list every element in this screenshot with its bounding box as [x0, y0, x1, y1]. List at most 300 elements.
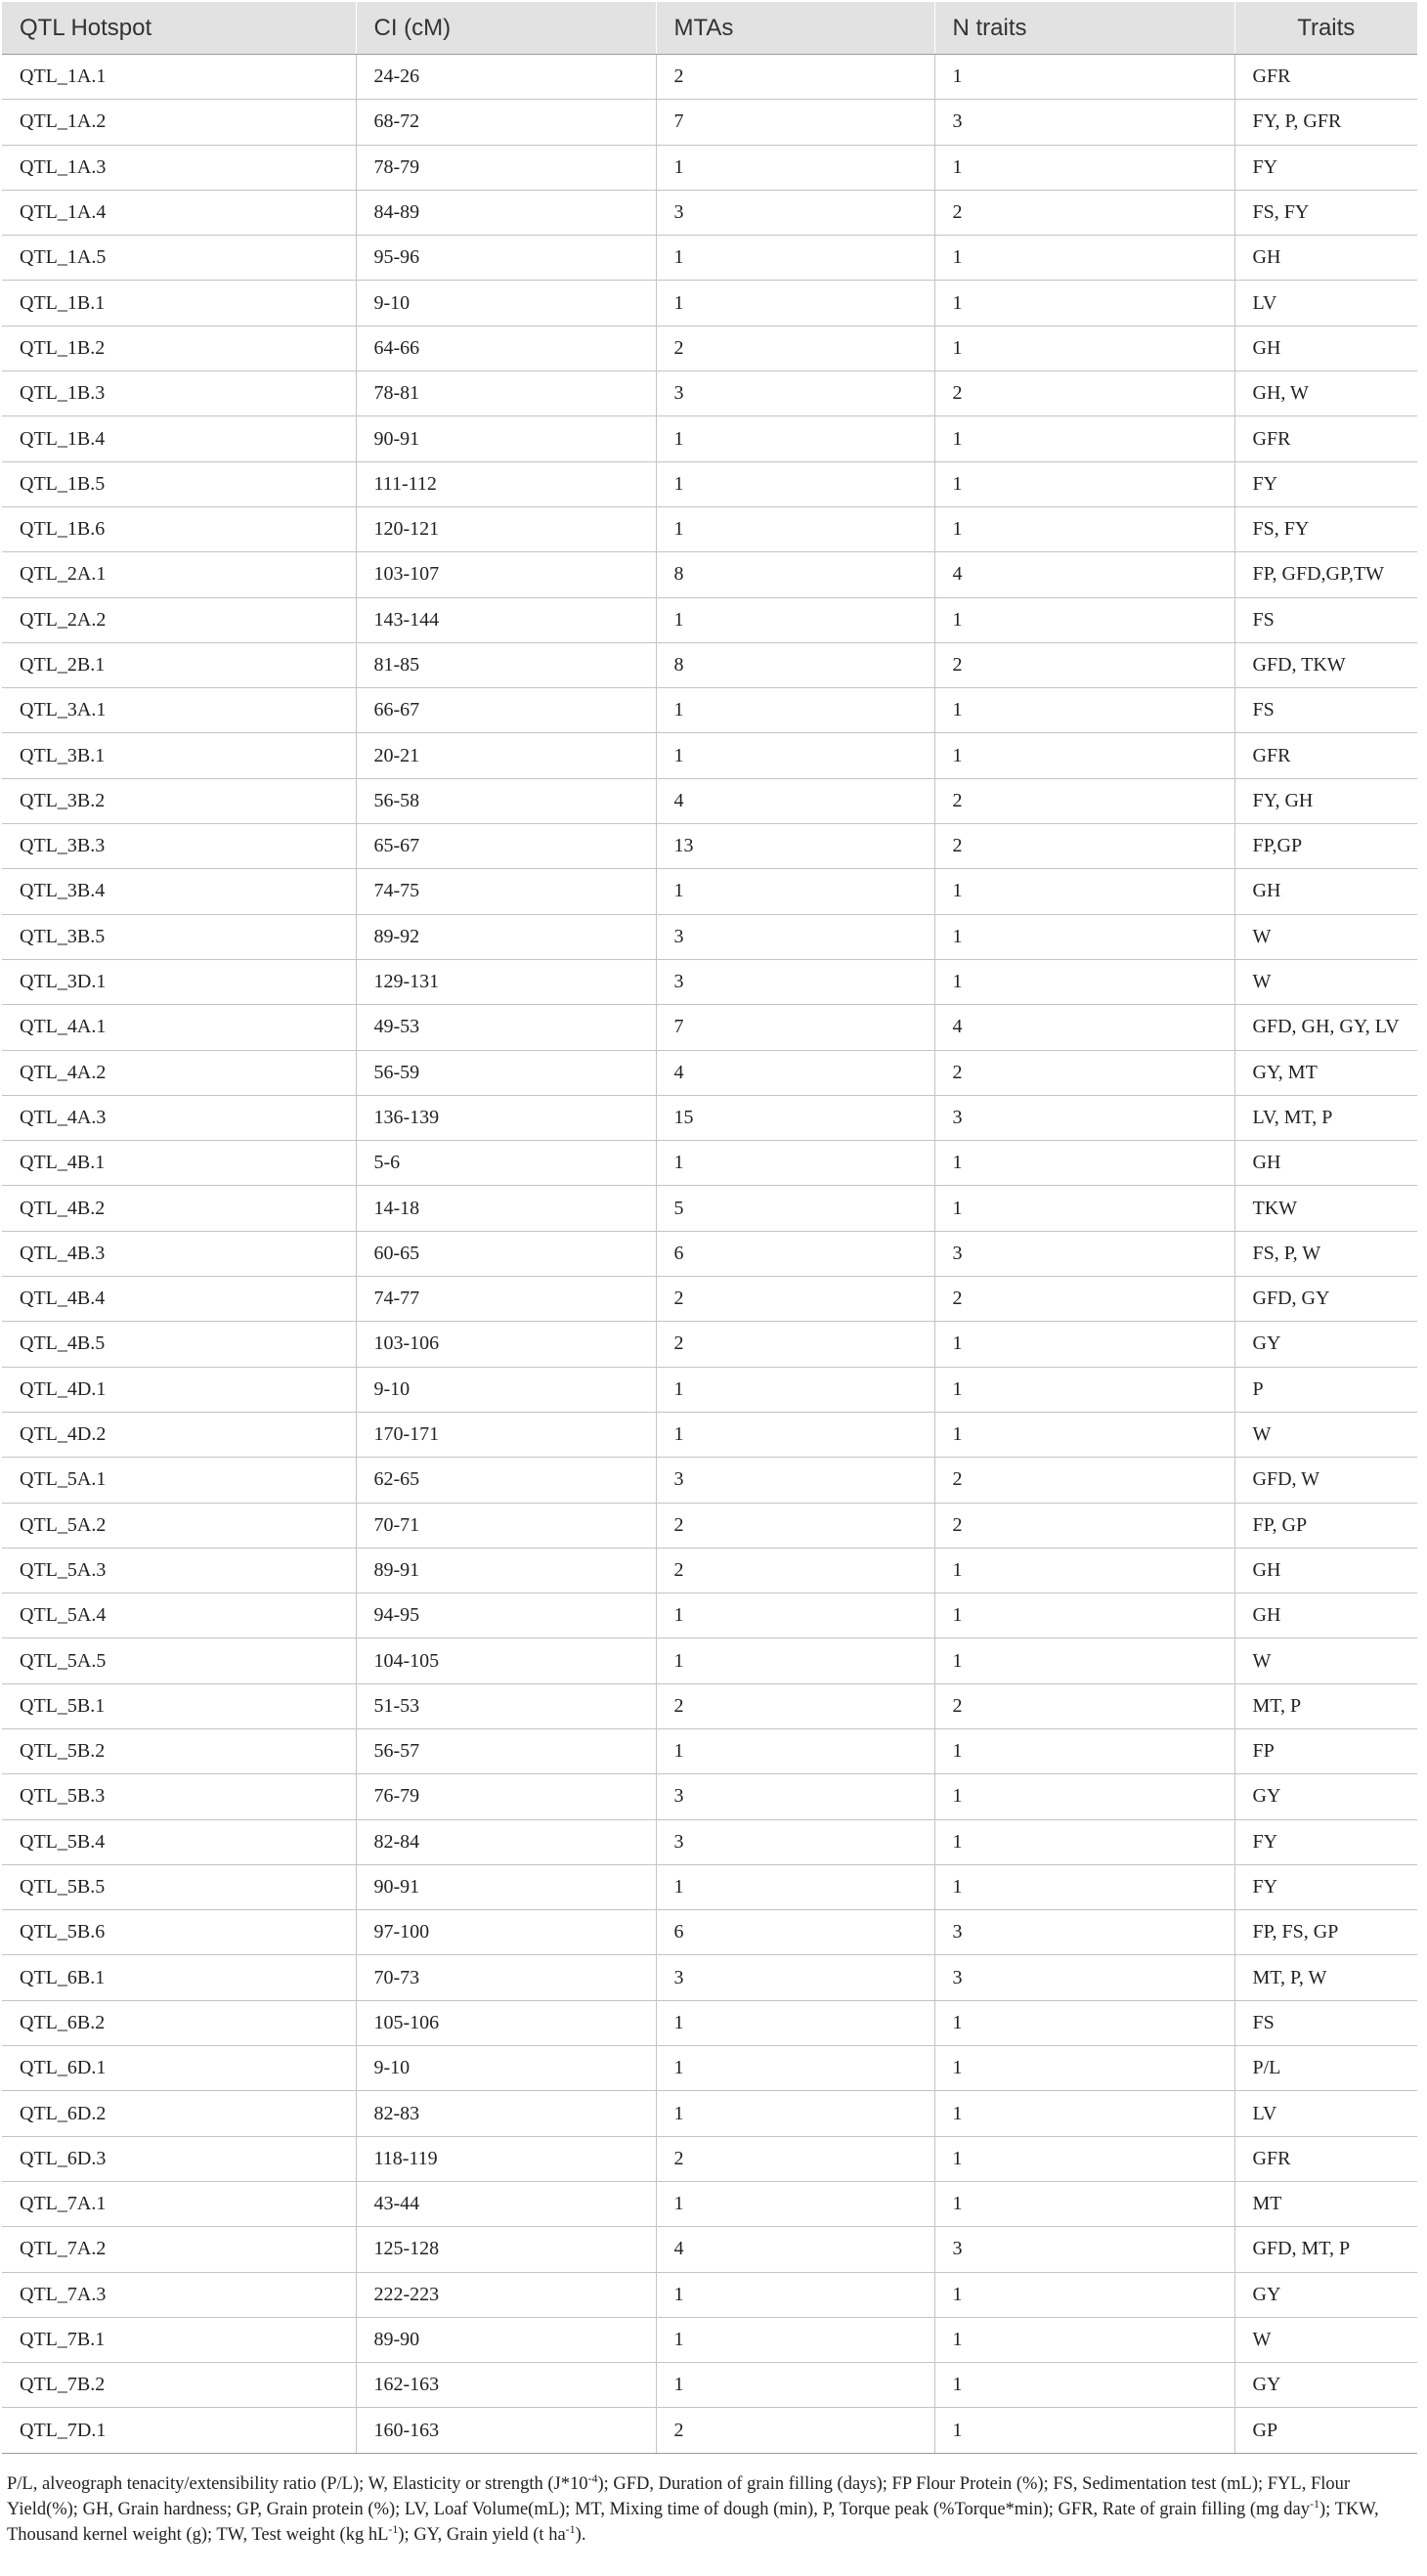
n-traits-cell: 2	[934, 1050, 1234, 1095]
n-traits-cell: 1	[934, 1186, 1234, 1231]
qtl-hotspot-cell: QTL_6B.2	[2, 2000, 356, 2045]
table-row	[2, 2000, 1417, 2045]
table-row	[2, 2136, 1417, 2181]
n-traits-cell: 1	[934, 733, 1234, 778]
footnote-text-5: ).	[575, 2525, 586, 2545]
n-traits-cell: 1	[934, 2136, 1234, 2181]
table-row	[2, 688, 1417, 733]
n-traits-cell: 4	[934, 552, 1234, 597]
footnote-superscript-4: -1	[565, 2521, 576, 2536]
qtl-hotspot-cell: QTL_5B.2	[2, 1728, 356, 1773]
table-row	[2, 1458, 1417, 1503]
table-row	[2, 1774, 1417, 1819]
mtas-cell: 13	[656, 824, 934, 869]
ci-cell: 90-91	[356, 416, 656, 461]
traits-cell: GFD, MT, P	[1234, 2227, 1417, 2272]
table-row	[2, 959, 1417, 1004]
qtl-hotspot-cell: QTL_7A.2	[2, 2227, 356, 2272]
ci-cell: 49-53	[356, 1005, 656, 1050]
table-row	[2, 1819, 1417, 1864]
table-row	[2, 1005, 1417, 1050]
n-traits-cell: 1	[934, 1141, 1234, 1186]
ci-cell: 14-18	[356, 1186, 656, 1231]
mtas-cell: 6	[656, 1231, 934, 1276]
traits-cell: P/L	[1234, 2046, 1417, 2091]
traits-cell: GP	[1234, 2408, 1417, 2453]
table-row	[2, 1141, 1417, 1186]
table-row	[2, 326, 1417, 371]
ci-cell: 81-85	[356, 642, 656, 687]
qtl-hotspot-cell: QTL_5A.4	[2, 1594, 356, 1638]
n-traits-cell: 1	[934, 236, 1234, 281]
ci-cell: 125-128	[356, 2227, 656, 2272]
mtas-cell: 2	[656, 1683, 934, 1728]
n-traits-cell: 1	[934, 869, 1234, 914]
table-row	[2, 1548, 1417, 1593]
mtas-cell: 1	[656, 2046, 934, 2091]
qtl-hotspot-cell: QTL_6D.3	[2, 2136, 356, 2181]
mtas-cell: 1	[656, 281, 934, 326]
ci-cell: 65-67	[356, 824, 656, 869]
mtas-cell: 1	[656, 688, 934, 733]
n-traits-cell: 1	[934, 1594, 1234, 1638]
mtas-cell: 1	[656, 2181, 934, 2226]
traits-cell: W	[1234, 914, 1417, 959]
qtl-hotspot-cell: QTL_7A.3	[2, 2272, 356, 2317]
n-traits-cell: 1	[934, 688, 1234, 733]
table-row	[2, 552, 1417, 597]
n-traits-cell: 1	[934, 1367, 1234, 1412]
traits-cell: GFD, GH, GY, LV	[1234, 1005, 1417, 1050]
mtas-cell: 1	[656, 2091, 934, 2136]
qtl-hotspot-cell: QTL_5B.4	[2, 1819, 356, 1864]
table-row	[2, 1186, 1417, 1231]
ci-cell: 56-59	[356, 1050, 656, 1095]
footnote-text-2: ); GFD, Duration of grain filling (days); FP Flour Protein (%); FS, Sedimentation test (mL); FYL, Flour Yield(%); GH, Grain hardness; GP, Grain protein (%); LV, Loaf Volume(mL); MT, Mixing time of dough (min), P, Torque peak (%Torque*min); GFR, Rate of grain filling (mg day	[7, 2474, 1351, 2519]
ci-cell: 82-83	[356, 2091, 656, 2136]
qtl-hotspot-cell: QTL_1B.4	[2, 416, 356, 461]
n-traits-cell: 2	[934, 190, 1234, 235]
table-row	[2, 1231, 1417, 1276]
n-traits-cell: 3	[934, 1231, 1234, 1276]
traits-cell: GFD, TKW	[1234, 642, 1417, 687]
mtas-cell: 3	[656, 1458, 934, 1503]
mtas-cell: 2	[656, 326, 934, 371]
n-traits-cell: 1	[934, 2000, 1234, 2045]
ci-cell: 94-95	[356, 1594, 656, 1638]
n-traits-cell: 2	[934, 1683, 1234, 1728]
qtl-hotspot-cell: QTL_1A.5	[2, 236, 356, 281]
ci-cell: 111-112	[356, 461, 656, 506]
ci-cell: 56-57	[356, 1728, 656, 1773]
mtas-cell: 2	[656, 1548, 934, 1593]
table-row	[2, 236, 1417, 281]
qtl-hotspot-cell: QTL_5A.2	[2, 1503, 356, 1548]
ci-cell: 82-84	[356, 1819, 656, 1864]
mtas-cell: 8	[656, 642, 934, 687]
n-traits-cell: 4	[934, 1005, 1234, 1050]
traits-cell: GFD, GY	[1234, 1277, 1417, 1322]
table-row	[2, 281, 1417, 326]
n-traits-cell: 1	[934, 416, 1234, 461]
mtas-cell: 1	[656, 236, 934, 281]
n-traits-cell: 1	[934, 2091, 1234, 2136]
ci-cell: 78-81	[356, 371, 656, 416]
mtas-cell: 4	[656, 778, 934, 823]
qtl-hotspot-cell: QTL_2A.2	[2, 597, 356, 642]
mtas-cell: 1	[656, 145, 934, 190]
ci-cell: 9-10	[356, 2046, 656, 2091]
table-row	[2, 2408, 1417, 2453]
mtas-cell: 2	[656, 1277, 934, 1322]
ci-cell: 74-75	[356, 869, 656, 914]
table-row	[2, 2272, 1417, 2317]
traits-cell: GFR	[1234, 416, 1417, 461]
ci-cell: 89-91	[356, 1548, 656, 1593]
ci-cell: 43-44	[356, 2181, 656, 2226]
mtas-cell: 1	[656, 1367, 934, 1412]
ci-cell: 20-21	[356, 733, 656, 778]
n-traits-cell: 2	[934, 1277, 1234, 1322]
table-row	[2, 1367, 1417, 1412]
qtl-hotspot-cell: QTL_4D.2	[2, 1412, 356, 1457]
n-traits-cell: 1	[934, 2046, 1234, 2091]
ci-cell: 103-107	[356, 552, 656, 597]
qtl-hotspot-cell: QTL_4A.1	[2, 1005, 356, 1050]
mtas-cell: 3	[656, 914, 934, 959]
qtl-hotspot-cell: QTL_1B.2	[2, 326, 356, 371]
traits-cell: FY, P, GFR	[1234, 100, 1417, 145]
n-traits-cell: 1	[934, 959, 1234, 1004]
traits-cell: MT	[1234, 2181, 1417, 2226]
qtl-hotspot-table	[2, 2, 1417, 2454]
ci-cell: 62-65	[356, 1458, 656, 1503]
traits-cell: W	[1234, 1412, 1417, 1457]
ci-cell: 70-73	[356, 1955, 656, 2000]
n-traits-cell: 2	[934, 1458, 1234, 1503]
n-traits-cell: 1	[934, 1728, 1234, 1773]
traits-cell: GY	[1234, 1774, 1417, 1819]
n-traits-cell: 2	[934, 371, 1234, 416]
n-traits-cell: 1	[934, 597, 1234, 642]
ci-cell: 162-163	[356, 2363, 656, 2408]
traits-cell: GFD, W	[1234, 1458, 1417, 1503]
n-traits-cell: 3	[934, 1910, 1234, 1955]
mtas-cell: 1	[656, 2000, 934, 2045]
traits-cell: FY	[1234, 461, 1417, 506]
traits-cell: GH	[1234, 236, 1417, 281]
mtas-cell: 6	[656, 1910, 934, 1955]
traits-cell: GH	[1234, 1548, 1417, 1593]
mtas-cell: 4	[656, 1050, 934, 1095]
ci-cell: 90-91	[356, 1864, 656, 1909]
footnote-text-3: ); TKW, Thousand kernel weight (g); TW, Test weight (kg hL	[7, 2500, 1379, 2545]
table-row	[2, 461, 1417, 506]
table-row	[2, 914, 1417, 959]
qtl-hotspot-cell: QTL_5A.3	[2, 1548, 356, 1593]
ci-cell: 78-79	[356, 145, 656, 190]
traits-cell: GFR	[1234, 733, 1417, 778]
mtas-cell: 1	[656, 1728, 934, 1773]
mtas-cell: 1	[656, 869, 934, 914]
qtl-hotspot-cell: QTL_4B.5	[2, 1322, 356, 1367]
qtl-hotspot-cell: QTL_5B.5	[2, 1864, 356, 1909]
mtas-cell: 8	[656, 552, 934, 597]
mtas-cell: 1	[656, 1412, 934, 1457]
ci-cell: 95-96	[356, 236, 656, 281]
table-row	[2, 2091, 1417, 2136]
mtas-cell: 3	[656, 1955, 934, 2000]
table-row	[2, 416, 1417, 461]
traits-cell: GY	[1234, 1322, 1417, 1367]
qtl-hotspot-cell: QTL_4B.4	[2, 1277, 356, 1322]
traits-cell: FS	[1234, 597, 1417, 642]
table-row	[2, 145, 1417, 190]
ci-cell: 84-89	[356, 190, 656, 235]
table-row	[2, 2317, 1417, 2362]
column-header-ci: CI (cM)	[356, 2, 656, 55]
traits-cell: FP, GFD,GP,TW	[1234, 552, 1417, 597]
traits-cell: W	[1234, 1638, 1417, 1683]
n-traits-cell: 1	[934, 2363, 1234, 2408]
traits-cell: FS, FY	[1234, 190, 1417, 235]
table-row	[2, 190, 1417, 235]
table-row	[2, 1095, 1417, 1140]
n-traits-cell: 1	[934, 914, 1234, 959]
traits-cell: GFR	[1234, 55, 1417, 100]
footnote-superscript-3: -1	[388, 2521, 399, 2536]
traits-cell: GH	[1234, 1594, 1417, 1638]
table-row	[2, 1322, 1417, 1367]
n-traits-cell: 2	[934, 642, 1234, 687]
n-traits-cell: 1	[934, 1819, 1234, 1864]
mtas-cell: 1	[656, 461, 934, 506]
table-row	[2, 1050, 1417, 1095]
traits-cell: GY, MT	[1234, 1050, 1417, 1095]
ci-cell: 51-53	[356, 1683, 656, 1728]
column-header-traits: Traits	[1234, 2, 1417, 55]
mtas-cell: 1	[656, 2363, 934, 2408]
qtl-hotspot-cell: QTL_4B.1	[2, 1141, 356, 1186]
table-row	[2, 1277, 1417, 1322]
traits-cell: FS, FY	[1234, 506, 1417, 551]
table-row	[2, 1955, 1417, 2000]
traits-cell: FP, GP	[1234, 1503, 1417, 1548]
ci-cell: 143-144	[356, 597, 656, 642]
ci-cell: 104-105	[356, 1638, 656, 1683]
mtas-cell: 3	[656, 1774, 934, 1819]
mtas-cell: 1	[656, 1141, 934, 1186]
footnote-text-4: ); GY, Grain yield (t ha	[398, 2525, 566, 2545]
ci-cell: 89-92	[356, 914, 656, 959]
traits-cell: FS	[1234, 688, 1417, 733]
ci-cell: 118-119	[356, 2136, 656, 2181]
qtl-hotspot-cell: QTL_5B.6	[2, 1910, 356, 1955]
mtas-cell: 3	[656, 371, 934, 416]
traits-cell: W	[1234, 2317, 1417, 2362]
ci-cell: 222-223	[356, 2272, 656, 2317]
table-row	[2, 2046, 1417, 2091]
traits-cell: GH	[1234, 869, 1417, 914]
traits-cell: GY	[1234, 2272, 1417, 2317]
mtas-cell: 4	[656, 2227, 934, 2272]
traits-cell: FS, P, W	[1234, 1231, 1417, 1276]
ci-cell: 129-131	[356, 959, 656, 1004]
n-traits-cell: 1	[934, 2317, 1234, 2362]
qtl-hotspot-cell: QTL_4D.1	[2, 1367, 356, 1412]
mtas-cell: 15	[656, 1095, 934, 1140]
traits-cell: FY	[1234, 1864, 1417, 1909]
n-traits-cell: 1	[934, 1548, 1234, 1593]
n-traits-cell: 1	[934, 2272, 1234, 2317]
mtas-cell: 2	[656, 1503, 934, 1548]
table-row	[2, 1728, 1417, 1773]
qtl-hotspot-cell: QTL_1B.1	[2, 281, 356, 326]
traits-cell: LV	[1234, 2091, 1417, 2136]
qtl-hotspot-cell: QTL_5B.1	[2, 1683, 356, 1728]
traits-cell: GFR	[1234, 2136, 1417, 2181]
column-header-mtas: MTAs	[656, 2, 934, 55]
n-traits-cell: 1	[934, 1864, 1234, 1909]
mtas-cell: 1	[656, 2317, 934, 2362]
ci-cell: 24-26	[356, 55, 656, 100]
traits-cell: FY	[1234, 145, 1417, 190]
mtas-cell: 7	[656, 1005, 934, 1050]
qtl-hotspot-cell: QTL_3B.4	[2, 869, 356, 914]
mtas-cell: 1	[656, 506, 934, 551]
n-traits-cell: 1	[934, 2408, 1234, 2453]
table-row	[2, 1594, 1417, 1638]
ci-cell: 76-79	[356, 1774, 656, 1819]
table-body	[2, 55, 1417, 2454]
table-row	[2, 371, 1417, 416]
header-row	[2, 2, 1417, 55]
qtl-hotspot-cell: QTL_1A.3	[2, 145, 356, 190]
n-traits-cell: 1	[934, 461, 1234, 506]
mtas-cell: 5	[656, 1186, 934, 1231]
ci-cell: 170-171	[356, 1412, 656, 1457]
traits-cell: FY	[1234, 1819, 1417, 1864]
column-header-n-traits: N traits	[934, 2, 1234, 55]
footnote-text-1: P/L, alveograph tenacity/extensibility ratio (P/L); W, Elasticity or strength (J*10	[7, 2474, 588, 2494]
table-header	[2, 2, 1417, 55]
qtl-hotspot-cell: QTL_2B.1	[2, 642, 356, 687]
qtl-hotspot-cell: QTL_6D.2	[2, 2091, 356, 2136]
qtl-hotspot-table-container	[2, 2, 1417, 2454]
traits-cell: MT, P	[1234, 1683, 1417, 1728]
ci-cell: 70-71	[356, 1503, 656, 1548]
ci-cell: 136-139	[356, 1095, 656, 1140]
traits-cell: GH	[1234, 1141, 1417, 1186]
n-traits-cell: 3	[934, 2227, 1234, 2272]
table-row	[2, 869, 1417, 914]
ci-cell: 103-106	[356, 1322, 656, 1367]
table-row	[2, 55, 1417, 100]
n-traits-cell: 3	[934, 1095, 1234, 1140]
qtl-hotspot-cell: QTL_1B.5	[2, 461, 356, 506]
qtl-hotspot-cell: QTL_5A.1	[2, 1458, 356, 1503]
column-header-qtl-hotspot: QTL Hotspot	[2, 2, 356, 55]
traits-cell: FP,GP	[1234, 824, 1417, 869]
ci-cell: 97-100	[356, 1910, 656, 1955]
n-traits-cell: 1	[934, 2181, 1234, 2226]
ci-cell: 9-10	[356, 281, 656, 326]
traits-cell: GY	[1234, 2363, 1417, 2408]
qtl-hotspot-cell: QTL_6D.1	[2, 2046, 356, 2091]
table-row	[2, 100, 1417, 145]
mtas-cell: 1	[656, 2272, 934, 2317]
qtl-hotspot-cell: QTL_5B.3	[2, 1774, 356, 1819]
traits-cell: MT, P, W	[1234, 1955, 1417, 2000]
mtas-cell: 1	[656, 416, 934, 461]
ci-cell: 66-67	[356, 688, 656, 733]
table-row	[2, 1910, 1417, 1955]
traits-cell: FP, FS, GP	[1234, 1910, 1417, 1955]
qtl-hotspot-cell: QTL_7B.2	[2, 2363, 356, 2408]
traits-cell: FY, GH	[1234, 778, 1417, 823]
qtl-hotspot-cell: QTL_4A.2	[2, 1050, 356, 1095]
qtl-hotspot-cell: QTL_1A.2	[2, 100, 356, 145]
ci-cell: 64-66	[356, 326, 656, 371]
qtl-hotspot-cell: QTL_1A.4	[2, 190, 356, 235]
n-traits-cell: 2	[934, 778, 1234, 823]
ci-cell: 160-163	[356, 2408, 656, 2453]
qtl-hotspot-cell: QTL_6B.1	[2, 1955, 356, 2000]
mtas-cell: 3	[656, 1819, 934, 1864]
mtas-cell: 1	[656, 1864, 934, 1909]
mtas-cell: 7	[656, 100, 934, 145]
qtl-hotspot-cell: QTL_4A.3	[2, 1095, 356, 1140]
traits-cell: TKW	[1234, 1186, 1417, 1231]
n-traits-cell: 1	[934, 506, 1234, 551]
mtas-cell: 1	[656, 733, 934, 778]
table-row	[2, 642, 1417, 687]
table-row	[2, 1864, 1417, 1909]
traits-cell: FP	[1234, 1728, 1417, 1773]
mtas-cell: 2	[656, 2136, 934, 2181]
mtas-cell: 2	[656, 1322, 934, 1367]
table-row	[2, 506, 1417, 551]
qtl-hotspot-cell: QTL_3D.1	[2, 959, 356, 1004]
mtas-cell: 2	[656, 55, 934, 100]
table-row	[2, 1412, 1417, 1457]
table-row	[2, 1638, 1417, 1683]
footnote-superscript-1: -4	[587, 2470, 598, 2485]
ci-cell: 56-58	[356, 778, 656, 823]
mtas-cell: 1	[656, 1594, 934, 1638]
table-row	[2, 778, 1417, 823]
table-row	[2, 1683, 1417, 1728]
ci-cell: 120-121	[356, 506, 656, 551]
qtl-hotspot-cell: QTL_7D.1	[2, 2408, 356, 2453]
n-traits-cell: 3	[934, 100, 1234, 145]
qtl-hotspot-cell: QTL_3A.1	[2, 688, 356, 733]
n-traits-cell: 1	[934, 281, 1234, 326]
mtas-cell: 3	[656, 959, 934, 1004]
mtas-cell: 2	[656, 2408, 934, 2453]
traits-cell: FS	[1234, 2000, 1417, 2045]
ci-cell: 74-77	[356, 1277, 656, 1322]
qtl-hotspot-cell: QTL_5A.5	[2, 1638, 356, 1683]
traits-cell: GH	[1234, 326, 1417, 371]
qtl-hotspot-cell: QTL_2A.1	[2, 552, 356, 597]
n-traits-cell: 1	[934, 1774, 1234, 1819]
traits-cell: P	[1234, 1367, 1417, 1412]
n-traits-cell: 1	[934, 145, 1234, 190]
ci-cell: 9-10	[356, 1367, 656, 1412]
table-row	[2, 2363, 1417, 2408]
traits-cell: GH, W	[1234, 371, 1417, 416]
